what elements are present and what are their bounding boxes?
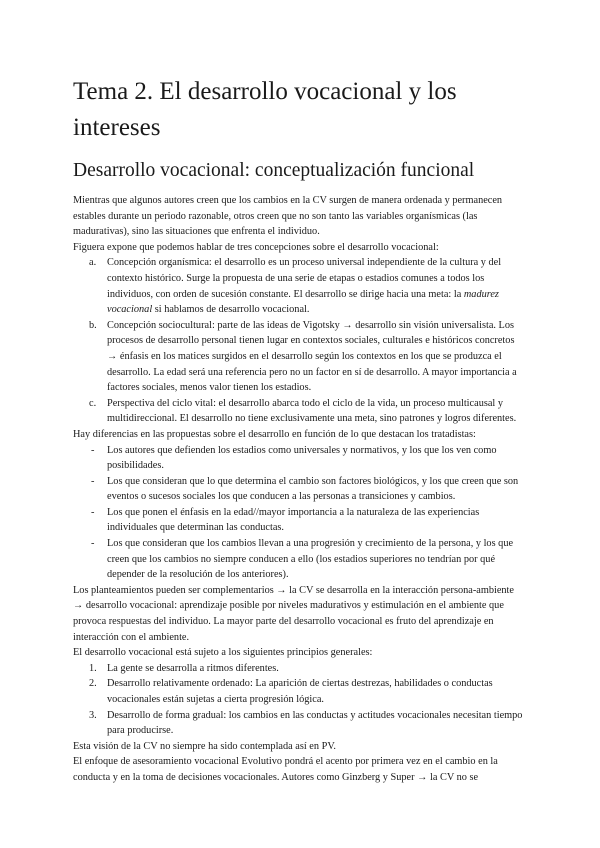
list-item-text: La gente se desarrolla a ritmos diferentes. (107, 662, 279, 674)
list-item (73, 255, 525, 317)
list-marker: a. (89, 257, 97, 269)
list-item-text: Concepción sociocultural: parte de las ideas de Vigotsky → desarrollo sin visión universalista. Los procesos de desarrollo personal tienen lugar en contextos sociales, culturales e históricos concretos → énfasis en los matices surgidos en el desarrollo según los contextos en los que se produzca el desarrollo. La edad será una referencia pero no un factor en sí de desarrollo. A mayor importancia a factores sociales, menos valor tienen los estadios. (107, 319, 517, 394)
page-title: Tema 2. El desarrollo vocacional y los intereses (73, 78, 457, 141)
list-marker: 3. (89, 709, 97, 721)
list-item (73, 474, 525, 505)
list-marker: - (91, 444, 95, 456)
paragraph-planteamientos: Los planteamientos pueden ser complementarios → la CV se desarrolla en la interacción persona-ambiente → desarrollo vocacional: aprendizaje posible por niveles madurativos y estimulación en el ambiente que provoca respuestas del individuo. La mayor parte del desarrollo vocacional es fruto del aprendizaje en interacción con el ambiente. (73, 584, 514, 643)
list-marker: - (91, 475, 95, 487)
principios-list (73, 661, 525, 739)
paragraph-vision-pv: Esta visión de la CV no siempre ha sido contemplada así en PV. (73, 740, 337, 752)
list-item-text: Los que ponen el énfasis en la edad//mayor importancia a la naturaleza de las experiencias individuales que determinan las conductas. (107, 506, 480, 534)
list-item-text: Los que consideran que lo que determina el cambio son factores biológicos, y los que creen que son eventos o sucesos sociales los que conducen a las personas a transiciones y cambios. (107, 475, 519, 503)
list-item (73, 708, 525, 739)
list-item-text: Concepción organísmica: el desarrollo es un proceso universal independiente de la cultura y del contexto histórico. Surge la propuesta de una serie de etapas o estadios comunes a todos los individuos, con orden de sucesión constante. El desarrollo se dirige hacia una meta: la (107, 257, 502, 300)
list-marker: 1. (89, 662, 97, 674)
list-item-text: Los autores que defienden los estadios como universales y normativos, y los que los ven como posibilidades. (107, 444, 497, 472)
paragraph-intro: Mientras que algunos autores creen que los cambios en la CV surgen de manera ordenada y permanecen estables durante un periodo razonable, otros creen que no son tanto las variables organísmicas (las madurativas), sino las situaciones que enfrenta el individuo. (73, 195, 503, 238)
list-item-text: Desarrollo relativamente ordenado: La aparición de ciertas destrezas, habilidades o conductas vocacionales están sujetas a cierta progresión lógica. (107, 678, 493, 705)
paragraph-enfoque: El enfoque de asesoramiento vocacional Evolutivo pondrá el acento por primera vez en el cambio en la conducta y en la toma de decisiones vocacionales. Autores como Ginzberg y Super → la CV no se (73, 756, 498, 783)
list-item (73, 676, 525, 707)
list-marker: 2. (89, 678, 97, 690)
list-item (73, 318, 525, 396)
list-marker: c. (89, 397, 97, 409)
list-marker: - (91, 506, 95, 518)
list-item-text: si hablamos de desarrollo vocacional. (152, 304, 310, 316)
list-marker: b. (89, 319, 97, 331)
list-item (73, 505, 525, 536)
list-marker: - (91, 538, 95, 550)
list-item (73, 443, 525, 474)
list-item (73, 536, 525, 583)
list-item (73, 396, 525, 427)
section-heading: Desarrollo vocacional: conceptualización funcional (73, 160, 475, 181)
diferencias-list (73, 443, 525, 583)
paragraph-diferencias: Hay diferencias en las propuestas sobre el desarrollo en función de lo que destacan los tratadistas: (73, 428, 476, 440)
list-item (73, 661, 525, 677)
list-item-text: Los que consideran que los cambios llevan a una progresión y crecimiento de la persona, y los que creen que los cambios no siempre conducen a ello (los estadios superiores no tendrían por qué depender de la resolución de los anteriores). (107, 538, 514, 581)
list-item-text: Perspectiva del ciclo vital: el desarrollo abarca todo el ciclo de la vida, un proceso multicausal y multidireccional. El desarrollo no tiene exclusivamente una meta, sino patrones y logros diferentes. (107, 397, 517, 425)
concepciones-list (73, 255, 525, 427)
list-item-text: Desarrollo de forma gradual: los cambios en las conductas y actitudes vocacionales necesitan tiempo para producirse. (107, 709, 523, 737)
document-body (73, 193, 525, 786)
emphasis-text: madurez vocacional (107, 288, 499, 316)
paragraph-figuera: Figuera expone que podemos hablar de tres concepciones sobre el desarrollo vocacional: (73, 241, 439, 253)
paragraph-principios-intro: El desarrollo vocacional está sujeto a los siguientes principios generales: (73, 647, 373, 659)
